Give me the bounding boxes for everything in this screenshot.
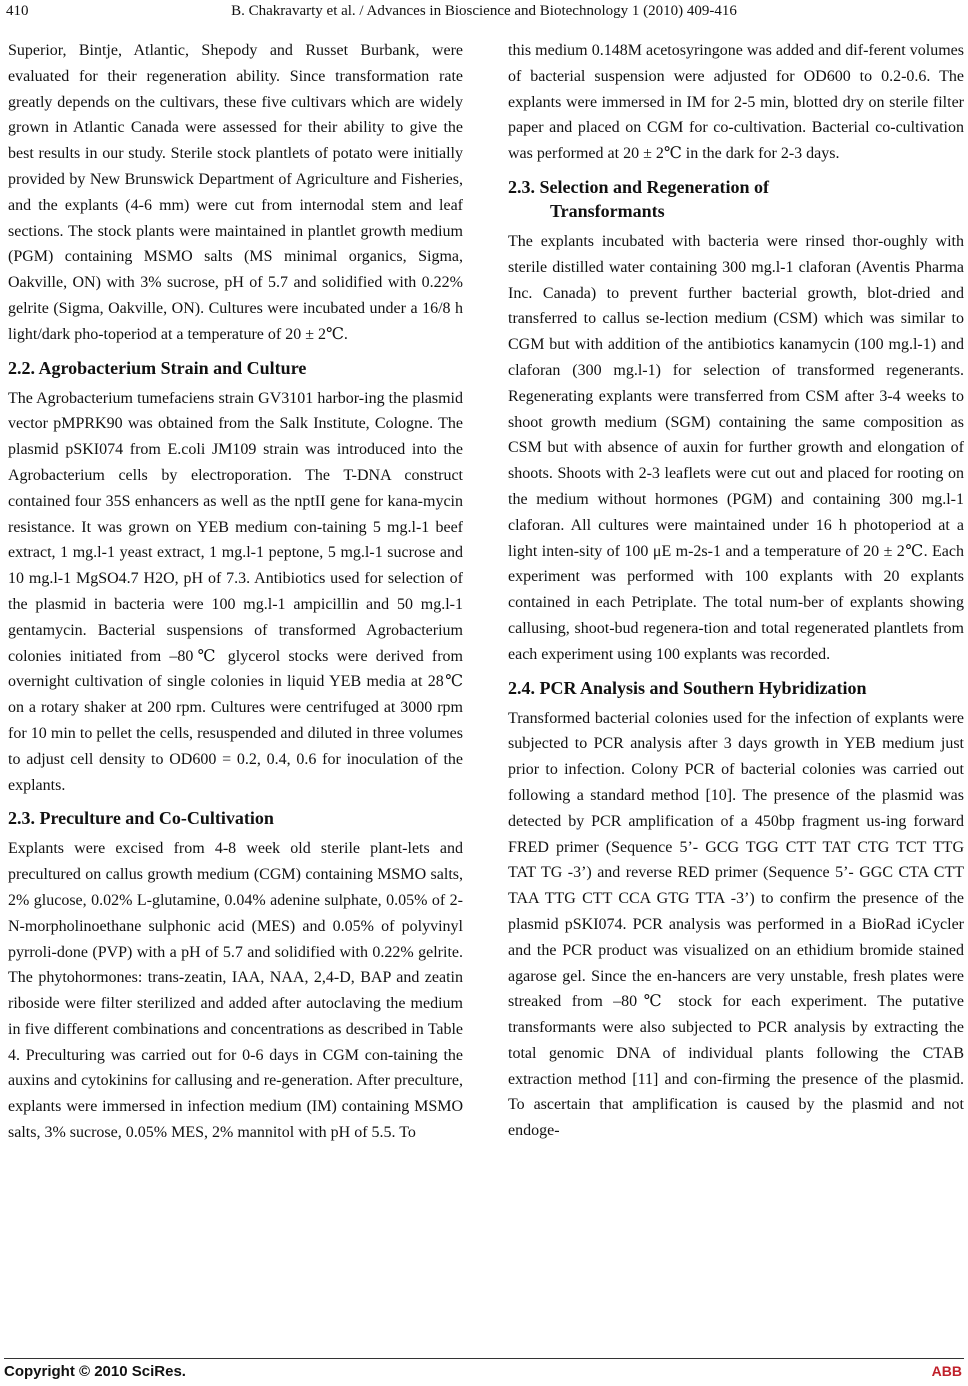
- footer-divider: [4, 1358, 964, 1359]
- heading-line-2: Transformants: [550, 200, 665, 221]
- section-heading-2-4: 2.4. PCR Analysis and Southern Hybridization: [508, 677, 867, 698]
- section-heading-2-3-selection: [508, 175, 964, 223]
- section-heading-2-2: 2.2. Agrobacterium Strain and Culture: [8, 357, 307, 378]
- right-paragraph-2: The explants incubated with bacteria were rinsed thor-oughly with sterile distilled water containing 300 mg.l-1 claforan (Aventis Pharma Inc. Canada) to prevent further bacterial growth, blot-dried and transferred to callus se-lection medium (CSM) which was similar to CGM but with addition of the antibiotics kanamycin (100 mg.l-1) and claforan (300 mg.l-1) for selection of transformed regenerants. Regenerating explants were transferred from CSM after 3-4 weeks to shoot growth medium (SGM) containing the same composition as CSM but with absence of auxin for further growth and elongation of shoots. Shoots with 2-3 leaflets were cut out and placed for rooting on the medium without hormones (PGM) and containing 300 mg.l-1 claforan. All cultures were maintained under 16 h photoperiod at a light inten-sity of 100 μE m-2s-1 and a temperature of 20 ± 2℃. Each experiment was performed with 100 explants with 20 explants contained in each Petriplate. The total num-ber of explants showing callusing, shoot-bud regenera-tion and total regenerated plantlets from each experiment using 100 explants was recorded.: [508, 232, 964, 663]
- left-paragraph-3: Explants were excised from 4-8 week old sterile plant-lets and precultured on callus growth medium (CGM) containing MSMO salts, 2% glucose, 0.02% L-glutamine, 0.04% adenine sulphate, 0.05% of 2-N-morpholinoethane sulphonic acid (MES) and 0.05% of polyvinyl pyrroli-done (PVP) with a pH of 5.7 and solidified with 0.22% gelrite. The phytohormones: trans-zeatin, IAA, NAA, 2,4-D, BAP and zeatin riboside were filter sterilized and added after autoclaving the medium in five different combinations and concentrations as described in Table 4. Preculturing was carried out for 0-6 days in CGM con-taining the auxins and cytokinins for callusing and re-generation. After preculture, explants were immersed in infection medium (IM) containing MSMO salts, 3% sucrose, 0.05% MES, 2% mannitol with pH of 5.5. To: [8, 840, 463, 1142]
- page-number: 410: [6, 3, 29, 19]
- journal-abbrev: ABB: [931, 1363, 962, 1379]
- copyright-notice: Copyright © 2010 SciRes.: [4, 1363, 186, 1380]
- running-title: B. Chakravarty et al. / Advances in Bioscience and Biotechnology 1 (2010) 409-416: [231, 3, 737, 19]
- right-paragraph-1: this medium 0.148M acetosyringone was added and dif-ferent volumes of bacterial suspension were adjusted for OD600 to 0.2-0.6. The explants were immersed in IM for 2-5 min, blotted dry on sterile filter paper and placed on CGM for co-cultivation. Bacterial co-cultivation was performed at 20 ± 2℃ in the dark for 2-3 days.: [508, 42, 964, 163]
- heading-line-1: 2.3. Selection and Regeneration of: [508, 176, 769, 197]
- right-column: [508, 38, 964, 1152]
- running-header: [0, 0, 968, 26]
- section-heading-2-3: 2.3. Preculture and Co-Cultivation: [8, 808, 274, 829]
- left-column: [8, 38, 463, 1154]
- left-paragraph-1: Superior, Bintje, Atlantic, Shepody and Russet Burbank, were evaluated for their regeneration ability. Since transformation rate greatly depends on the cultivars, these five cultivars which are widely grown in Atlantic Canada were assessed for their ability to give the best results in our study. Sterile stock plantlets of potato were initially provided by New Brunswick Department of Agriculture and Fisheries, and the explants (4-6 mm) were cut from internodal stem and leaf sections. The stock plants were maintained in plantlet growth medium (PGM) containing MSMO salts (MS minimal organics, Sigma, Oakville, ON) with 3% sucrose, pH of 5.7 and solidified with 0.22% gelrite (Sigma, Oakville, ON). Cultures were incubated under a 16/8 h light/dark pho-toperiod at a temperature of 20 ± 2℃.: [8, 42, 463, 343]
- right-paragraph-3: Transformed bacterial colonies used for the infection of explants were subjected to PCR analysis after 3 days growth in YEB medium just prior to infection. Colony PCR of bacterial colonies was carried out following a standard method [10]. The presence of the plasmid was detected by PCR amplification of a 450bp fragment us-ing forward FRED primer (Sequence 5’- GCG TGG CTT TAT CTG TCT TTG TAT TG -3’) and reverse RED primer (Sequence 5’- GGC CTA CTT TAA TTG CTT CCA GTG TTA -3’) to confirm the presence of the plasmid pSKI074. PCR analysis was performed in a BioRad iCycler and the PCR product was visualized on an ethidium bromide stained agarose gel. Since the en-hancers are very unstable, fresh plates were streaked from –80℃ stock for each experiment. The putative transformants were also subjected to PCR analysis by extracting the total genomic DNA of individual plants following the CTAB extraction method [11] and con-firming the presence of the plasmid. To ascertain that amplification is caused by the plasmid and not endoge-: [508, 709, 964, 1140]
- left-paragraph-2: The Agrobacterium tumefaciens strain GV3101 harbor-ing the plasmid vector pMPRK90 was obtained from the Salk Institute, Cologne. The plasmid pSKI074 from E.coli JM109 strain was introduced into the Agrobacterium cells by electroporation. The T-DNA construct contained four 35S enhancers as well as the nptII gene for kana-mycin resistance. It was grown on YEB medium con-taining 5 mg.l-1 beef extract, 1 mg.l-1 yeast extract, 1 mg.l-1 peptone, 5 mg.l-1 sucrose and 10 mg.l-1 MgSO4.7 H2O, pH of 7.3. Antibiotics used for selection of the plasmid in bacteria were 100 mg.l-1 ampicillin and 50 mg.l-1 gentamycin. Bacterial suspensions of transformed Agrobacterium colonies initiated from –80℃ glycerol stocks were derived from overnight cultivation of single colonies in liquid YEB media at 28℃ on a rotary shaker at 200 rpm. Cultures were centrifuged at 3000 rpm for 10 min to pellet the cells, resuspended and diluted in three volumes to adjust cell density to OD600 = 0.2, 0.4, 0.6 for inoculation of the explants.: [8, 389, 463, 794]
